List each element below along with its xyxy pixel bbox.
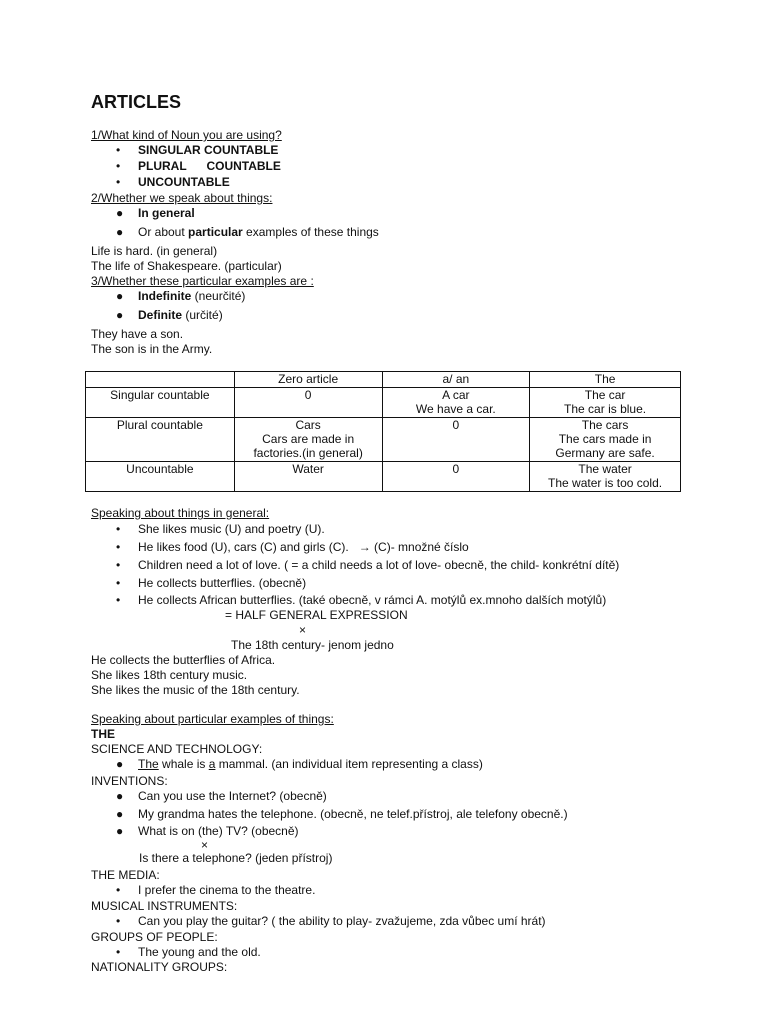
example-line: He collects the butterflies of Africa.: [91, 653, 276, 667]
cell-line: [237, 402, 380, 416]
list-item: [91, 807, 691, 824]
cell-line: Singular countable: [110, 388, 210, 402]
list-item-text: The young and the old.: [138, 945, 261, 959]
table-cell: [234, 388, 382, 418]
cell-line: The car: [584, 388, 626, 402]
bullet-icon: ●: [116, 225, 124, 239]
list-item: [91, 789, 691, 807]
inventions-list: [91, 789, 691, 838]
cell-line: [385, 432, 528, 446]
cell-line: Plural countable: [116, 418, 203, 432]
page-title: ARTICLES: [91, 92, 181, 112]
table-header-cell: Zero article: [234, 372, 382, 388]
particular-heading: Speaking about particular examples of things:: [91, 712, 334, 726]
century-note: The 18th century- jenom jedno: [231, 638, 394, 652]
groups-list: [91, 945, 691, 960]
list-item: [91, 175, 691, 191]
articles-table: [85, 371, 681, 492]
list-item: [91, 576, 691, 593]
table-cell: [86, 388, 235, 418]
list-item-text: I prefer the cinema to the theatre.: [138, 883, 316, 897]
general-heading: Speaking about things in general:: [91, 506, 270, 520]
list-item-text: My grandma hates the telephone. (obecně, ne telef.přístroj, ale telefony obecně.): [138, 807, 568, 821]
list-item-text: He collects African butterflies. (také obecně, v rámci A. motýlů ex.mnoho dalších motýlů): [138, 593, 607, 607]
table-cell: [530, 418, 681, 462]
cell-line: [385, 446, 528, 460]
bullet-icon: •: [116, 143, 121, 157]
cell-line: [88, 476, 232, 490]
list-item-text: (určité): [182, 308, 223, 322]
category-heading: THE MEDIA:: [91, 868, 160, 882]
list-item-text: In general: [138, 206, 195, 220]
science-list: [91, 757, 691, 774]
list-item-text: He collects butterflies. (obecně): [138, 576, 307, 590]
list-item-emphasis: Indefinite: [138, 289, 192, 303]
list-item-text: (neurčité): [191, 289, 246, 303]
list-item: [91, 945, 691, 960]
list-item-text: examples of these things: [242, 225, 379, 239]
document-content: [91, 90, 691, 975]
bullet-icon: •: [116, 914, 121, 928]
table-header-cell: a/ an: [382, 372, 530, 388]
cell-line: The cars made in: [558, 432, 652, 446]
bullet-icon: ●: [116, 757, 124, 771]
bullet-icon: •: [116, 540, 121, 554]
cell-line: [237, 476, 380, 490]
q2-heading: 2/Whether we speak about things:: [91, 191, 273, 205]
table-cell: [382, 388, 530, 418]
cell-line: factories.(in general): [253, 446, 363, 460]
category-heading: NATIONALITY GROUPS:: [91, 960, 228, 974]
table-row: [86, 418, 681, 462]
table-cell: [530, 388, 681, 418]
cell-line: 0: [452, 462, 460, 476]
table-cell: [234, 418, 382, 462]
table-cell: [530, 462, 681, 492]
cell-line: [88, 446, 232, 460]
bullet-icon: •: [116, 558, 121, 572]
table-header-cell: The: [530, 372, 681, 388]
cell-line: [88, 432, 232, 446]
the-label: THE: [91, 727, 115, 741]
list-item-emphasis: Definite: [138, 308, 183, 322]
table-cell: [382, 462, 530, 492]
bullet-icon: ●: [116, 807, 124, 821]
list-item-text: SINGULAR COUNTABLE: [138, 143, 279, 157]
cell-line: The cars: [581, 418, 629, 432]
list-item-text: Can you play the guitar? ( the ability to play- zvažujeme, zda vůbec umí hrát): [138, 914, 546, 928]
cell-line: Cars are made in: [262, 432, 355, 446]
category-heading: GROUPS OF PEOPLE:: [91, 930, 218, 944]
contrast-mark: ×: [201, 838, 209, 852]
list-item: [91, 558, 691, 576]
table-cell: [382, 418, 530, 462]
bullet-icon: •: [116, 576, 121, 590]
bullet-icon: ●: [116, 824, 124, 838]
cell-line: 0: [452, 418, 460, 432]
example-line: The son is in the Army.: [91, 342, 213, 356]
media-list: [91, 883, 691, 899]
speak-about-list: [91, 206, 691, 244]
cell-line: We have a car.: [415, 402, 496, 416]
table-cell: [86, 462, 235, 492]
list-item: [91, 308, 691, 327]
bullet-icon: •: [116, 945, 121, 959]
q3-heading: 3/Whether these particular examples are :: [91, 274, 314, 288]
table-row: [86, 388, 681, 418]
example-line: The life of Shakespeare. (particular): [91, 259, 282, 273]
bullet-icon: •: [116, 159, 121, 173]
general-list: [91, 522, 691, 608]
cell-line: The water is too cold.: [548, 476, 663, 490]
noun-type-list: [91, 143, 691, 191]
table-header-row: [86, 372, 681, 388]
list-item: [91, 289, 691, 308]
cell-line: Cars: [295, 418, 321, 432]
bullet-icon: •: [116, 593, 121, 607]
list-item-text: Children need a lot of love. ( = a child needs a lot of love- obecně, the child- konkrétní dítě): [138, 558, 620, 572]
list-item-text: UNCOUNTABLE: [138, 175, 230, 189]
table-cell: [86, 418, 235, 462]
cell-line: [88, 402, 232, 416]
cell-line: The car is blue.: [564, 402, 647, 416]
list-item-text: He likes food (U), cars (C) and girls (C). → (C)- množné číslo: [138, 540, 469, 554]
list-item-text: Or about: [138, 225, 189, 239]
table-cell: [234, 462, 382, 492]
category-heading: SCIENCE AND TECHNOLOGY:: [91, 742, 263, 756]
bullet-icon: •: [116, 175, 121, 189]
example-line: Life is hard. (in general): [91, 244, 218, 258]
bullet-icon: ●: [116, 789, 124, 803]
list-item: [91, 159, 691, 175]
list-item-text: PLURAL COUNTABLE: [138, 159, 281, 173]
list-item: [91, 225, 691, 244]
cell-line: [385, 476, 528, 490]
list-item: [91, 206, 691, 225]
bullet-icon: ●: [116, 289, 124, 303]
contrast-mark: ×: [299, 623, 307, 637]
list-item-text: whale is: [158, 757, 209, 771]
example-line: She likes the music of the 18th century.: [91, 683, 300, 697]
example-line: They have a son.: [91, 327, 184, 341]
list-item-text: What is on (the) TV? (obecně): [138, 824, 299, 838]
list-item: [91, 540, 691, 558]
cell-line: The water: [578, 462, 632, 476]
cell-line: Water: [292, 462, 324, 476]
cell-line: 0: [304, 388, 312, 402]
list-item: [91, 143, 691, 159]
definiteness-list: [91, 289, 691, 327]
category-heading: MUSICAL INSTRUMENTS:: [91, 899, 238, 913]
bullet-icon: •: [116, 522, 121, 536]
telephone-note: Is there a telephone? (jeden přístroj): [139, 851, 333, 865]
list-item-text: Can you use the Internet? (obecně): [138, 789, 327, 803]
list-item: [91, 883, 691, 899]
list-item-emphasis: The: [138, 757, 159, 771]
half-general-note: = HALF GENERAL EXPRESSION: [225, 608, 408, 622]
example-line: She likes 18th century music.: [91, 668, 248, 682]
list-item-text: She likes music (U) and poetry (U).: [138, 522, 325, 536]
bullet-icon: •: [116, 883, 121, 897]
list-item-emphasis: particular: [188, 225, 243, 239]
spacer: [91, 492, 691, 506]
bullet-icon: ●: [116, 308, 124, 322]
cell-line: A car: [442, 388, 470, 402]
list-item-text: mammal. (an individual item representing a class): [215, 757, 483, 771]
q1-heading: 1/What kind of Noun you are using?: [91, 128, 282, 142]
cell-line: Uncountable: [126, 462, 194, 476]
list-item: [91, 824, 691, 838]
list-item: [91, 757, 691, 774]
list-item: [91, 522, 691, 540]
list-item-emphasis: a: [208, 757, 216, 771]
bullet-icon: ●: [116, 206, 124, 220]
musical-list: [91, 914, 691, 930]
table-header-cell: [86, 372, 235, 388]
spacer: [91, 698, 691, 712]
table-row: [86, 462, 681, 492]
cell-line: Germany are safe.: [555, 446, 655, 460]
category-heading: INVENTIONS:: [91, 774, 168, 788]
list-item: [91, 914, 691, 930]
list-item: [91, 593, 691, 608]
